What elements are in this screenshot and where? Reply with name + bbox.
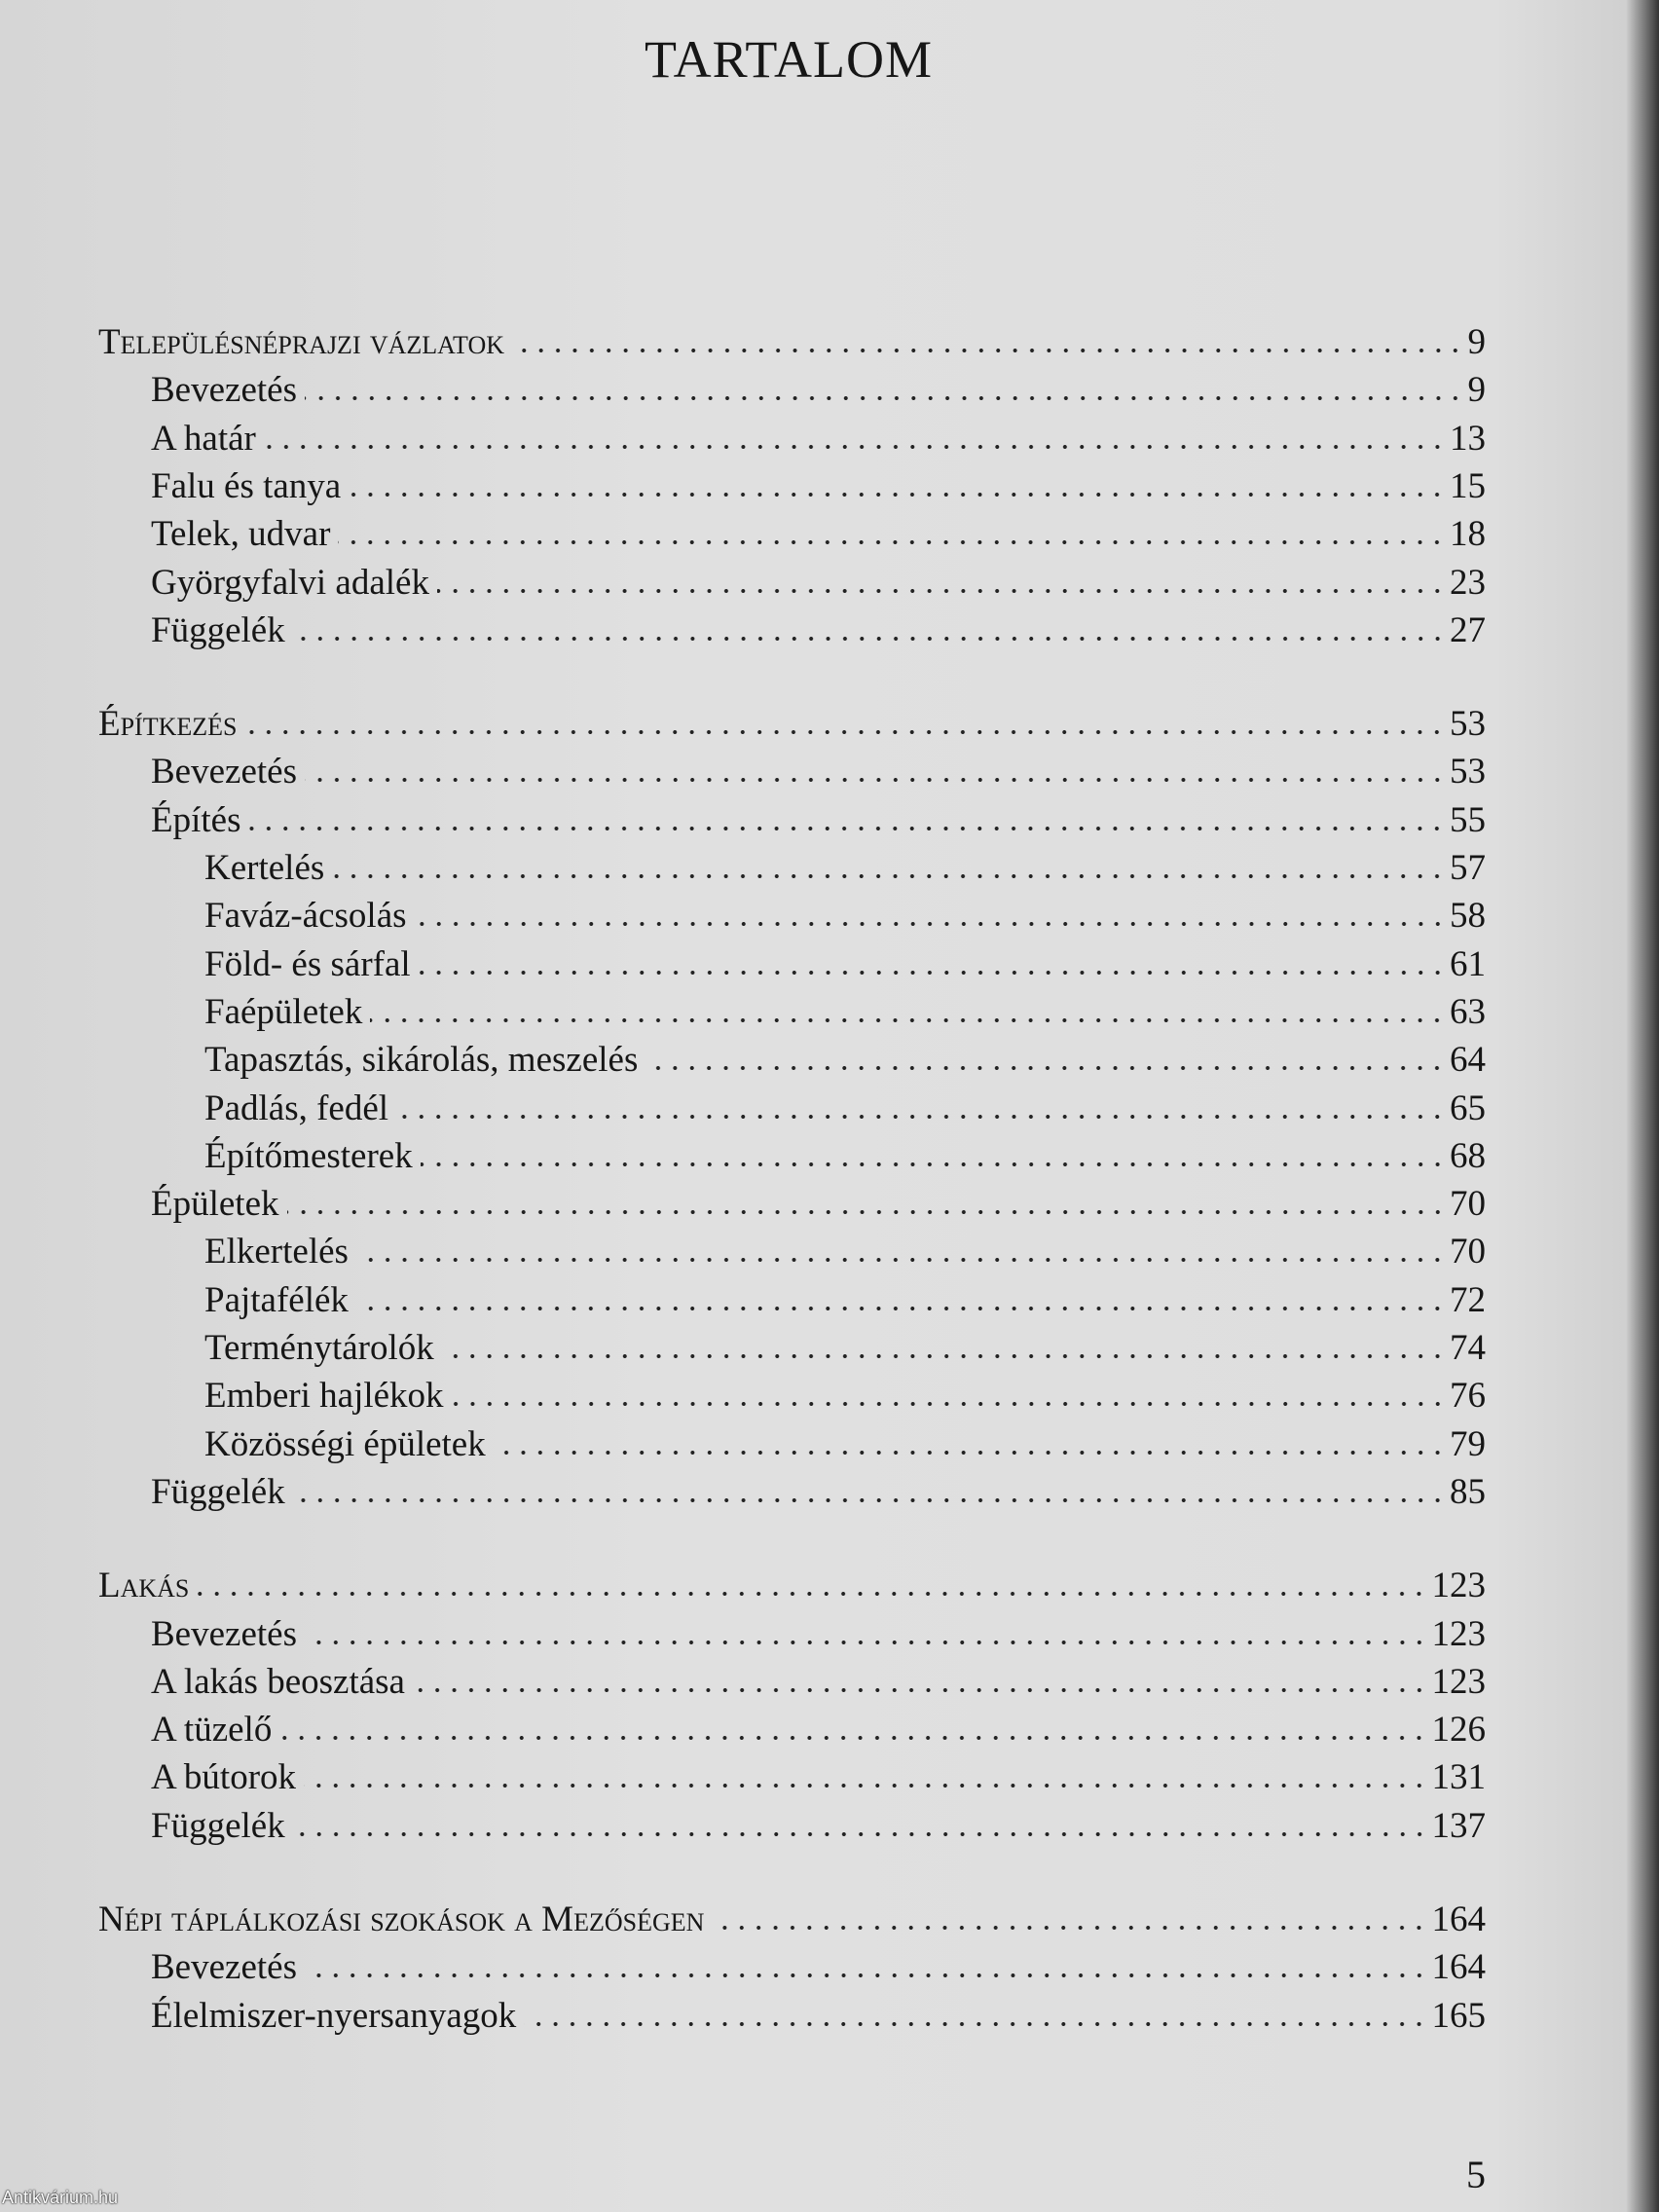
toc-entry-page: 137	[1431, 1805, 1486, 1846]
toc-entry-title: Emberi hajlékok	[204, 1376, 444, 1417]
toc-entry-title: A bútorok	[151, 1757, 297, 1798]
page-title: TARTALOM	[644, 30, 934, 89]
watermark: Antikvárium.hu	[2, 2188, 119, 2207]
toc-entry-page: 27	[1450, 609, 1486, 650]
toc-entry-title: Népi táplálkozási szokások a Mezőségen	[98, 1899, 705, 1939]
dot-leader	[244, 729, 1446, 735]
toc-entry-page: 85	[1450, 1471, 1486, 1512]
toc-entry-page: 123	[1431, 1566, 1486, 1606]
dot-leader	[293, 636, 1446, 642]
toc-entry-title: Tapasztás, sikárolás, meszelés	[204, 1040, 639, 1081]
toc-entry-page: 53	[1450, 704, 1486, 745]
toc-entry	[0, 892, 1486, 940]
page-number: 5	[1466, 2153, 1486, 2196]
dot-leader	[338, 539, 1446, 545]
toc-entry	[0, 1706, 1486, 1754]
toc-entry-page: 164	[1431, 1947, 1486, 1988]
dot-leader	[494, 1450, 1446, 1456]
toc-entry-page: 74	[1450, 1328, 1486, 1368]
toc-entry-title: Kertelés	[204, 848, 325, 888]
toc-entry-title: Padlás, fedél	[204, 1088, 389, 1128]
toc-entry	[0, 1132, 1486, 1181]
toc-entry	[0, 1753, 1486, 1802]
toc-entry	[0, 1992, 1486, 2041]
toc-entry-title: Telek, udvar	[151, 514, 331, 555]
toc-entry-title: Függelék	[151, 609, 285, 650]
toc-entry-page: 68	[1450, 1135, 1486, 1176]
toc-entry-title: Településnéprajzi vázlatok	[98, 322, 505, 362]
dot-leader	[512, 348, 1463, 353]
toc-entry-title: Bevezetés	[151, 752, 297, 793]
dot-leader	[293, 1831, 1428, 1837]
dot-leader	[524, 2021, 1427, 2027]
toc-entry	[0, 415, 1486, 463]
toc-entry-page: 57	[1450, 848, 1486, 888]
toc-entry-page: 53	[1450, 752, 1486, 793]
dot-leader	[305, 395, 1464, 401]
toc-entry	[0, 1562, 1486, 1610]
dot-leader	[712, 1925, 1427, 1931]
toc-entry-page: 63	[1450, 991, 1486, 1032]
dot-leader	[442, 1353, 1446, 1359]
toc-entry	[0, 796, 1486, 845]
toc-entry	[0, 940, 1486, 989]
toc-entry-title: Épületek	[151, 1184, 279, 1225]
toc-entry-title: Falu és tanya	[151, 465, 342, 506]
toc-entry	[0, 1896, 1486, 1944]
toc-entry-title: A határ	[151, 418, 256, 459]
dot-leader	[645, 1065, 1446, 1071]
toc-entry-title: Faváz-ácsolás	[204, 896, 407, 937]
toc-entry-page: 58	[1450, 896, 1486, 937]
dot-leader	[293, 1497, 1446, 1503]
toc-entry-page: 165	[1431, 1995, 1486, 2036]
toc-entry	[0, 1276, 1486, 1325]
toc-entry-title: Faépületek	[204, 991, 363, 1032]
toc-entry-page: 70	[1450, 1184, 1486, 1225]
toc-entry	[0, 1468, 1486, 1517]
dot-leader	[356, 1306, 1446, 1311]
dot-leader	[197, 1591, 1427, 1597]
toc-entry	[0, 1610, 1486, 1659]
toc-entry	[0, 1372, 1486, 1420]
toc-entry-page: 79	[1450, 1423, 1486, 1464]
dot-leader	[415, 921, 1446, 927]
dot-leader	[349, 492, 1446, 498]
toc-entry-title: Lakás	[98, 1566, 190, 1606]
dot-leader	[421, 1161, 1446, 1167]
toc-entry	[0, 1658, 1486, 1707]
toc-entry-title: Építőmesterek	[204, 1135, 413, 1176]
toc-entry-page: 23	[1450, 562, 1486, 603]
dot-leader	[396, 1114, 1446, 1120]
toc-entry-title: Építkezés	[98, 704, 238, 745]
toc-entry-page: 13	[1450, 418, 1486, 459]
toc-entry	[0, 1085, 1486, 1133]
toc-entry	[0, 1036, 1486, 1085]
toc-entry-page: 72	[1450, 1279, 1486, 1320]
toc-entry	[0, 1228, 1486, 1276]
toc-entry-title: A tüzelő	[151, 1710, 273, 1751]
dot-leader	[305, 1640, 1428, 1645]
toc-entry	[0, 1802, 1486, 1851]
toc-entry-title: Elkertelés	[204, 1232, 349, 1272]
toc-entry-title: Pajtafélék	[204, 1279, 349, 1320]
dot-leader	[437, 588, 1446, 594]
toc-entry	[0, 1943, 1486, 1992]
toc-entry	[0, 366, 1486, 415]
dot-leader	[305, 777, 1446, 783]
toc-entry-title: Föld- és sárfal	[204, 943, 411, 984]
toc-entry-page: 9	[1467, 370, 1486, 411]
toc-entry-page: 55	[1450, 799, 1486, 840]
toc-entry-page: 126	[1431, 1710, 1486, 1751]
dot-leader	[332, 873, 1446, 879]
dot-leader	[279, 1735, 1427, 1741]
dot-leader	[305, 1972, 1428, 1978]
dot-leader	[304, 1783, 1427, 1788]
dot-leader	[419, 970, 1446, 976]
toc-entry-page: 131	[1431, 1757, 1486, 1798]
toc-entry-page: 70	[1450, 1232, 1486, 1272]
toc-entry-title: Bevezetés	[151, 1613, 297, 1654]
toc-entry	[0, 318, 1486, 367]
toc-entry	[0, 607, 1486, 655]
toc-entry-page: 76	[1450, 1376, 1486, 1417]
toc-entry	[0, 700, 1486, 749]
toc-entry	[0, 510, 1486, 559]
toc-entry-title: Függelék	[151, 1471, 285, 1512]
dot-leader	[413, 1687, 1428, 1693]
toc-entry-page: 164	[1431, 1899, 1486, 1939]
dot-leader	[248, 826, 1446, 831]
toc-entry	[0, 1420, 1486, 1469]
dot-leader	[287, 1209, 1446, 1215]
dot-leader	[356, 1257, 1446, 1263]
toc-entry	[0, 844, 1486, 893]
toc-entry-page: 18	[1450, 514, 1486, 555]
toc-entry	[0, 1324, 1486, 1373]
toc-entry-title: Építés	[151, 799, 241, 840]
toc-entry-title: Függelék	[151, 1805, 285, 1846]
toc-entry-page: 15	[1450, 465, 1486, 506]
dot-leader	[370, 1017, 1446, 1023]
toc-entry	[0, 988, 1486, 1037]
toc-entry-page: 64	[1450, 1040, 1486, 1081]
toc-entry-title: Közösségi épületek	[204, 1423, 486, 1464]
toc-entry-title: Élelmiszer-nyersanyagok	[151, 1995, 517, 2036]
toc-entry-page: 61	[1450, 943, 1486, 984]
toc-entry-page: 9	[1467, 322, 1486, 362]
toc-entry-title: Györgyfalvi adalék	[151, 562, 429, 603]
toc-entry	[0, 748, 1486, 796]
toc-entry-page: 123	[1431, 1613, 1486, 1654]
toc-entry	[0, 462, 1486, 511]
toc-entry	[0, 559, 1486, 608]
dot-leader	[452, 1401, 1446, 1407]
toc-entry-title: Bevezetés	[151, 370, 297, 411]
toc-entry-page: 123	[1431, 1661, 1486, 1702]
toc-entry-title: A lakás beosztása	[151, 1661, 405, 1702]
toc-entry-page: 65	[1450, 1088, 1486, 1128]
toc-entry-title: Bevezetés	[151, 1947, 297, 1988]
dot-leader	[264, 444, 1446, 450]
toc-entry-title: Terménytárolók	[204, 1328, 434, 1368]
toc-entry	[0, 1180, 1486, 1229]
